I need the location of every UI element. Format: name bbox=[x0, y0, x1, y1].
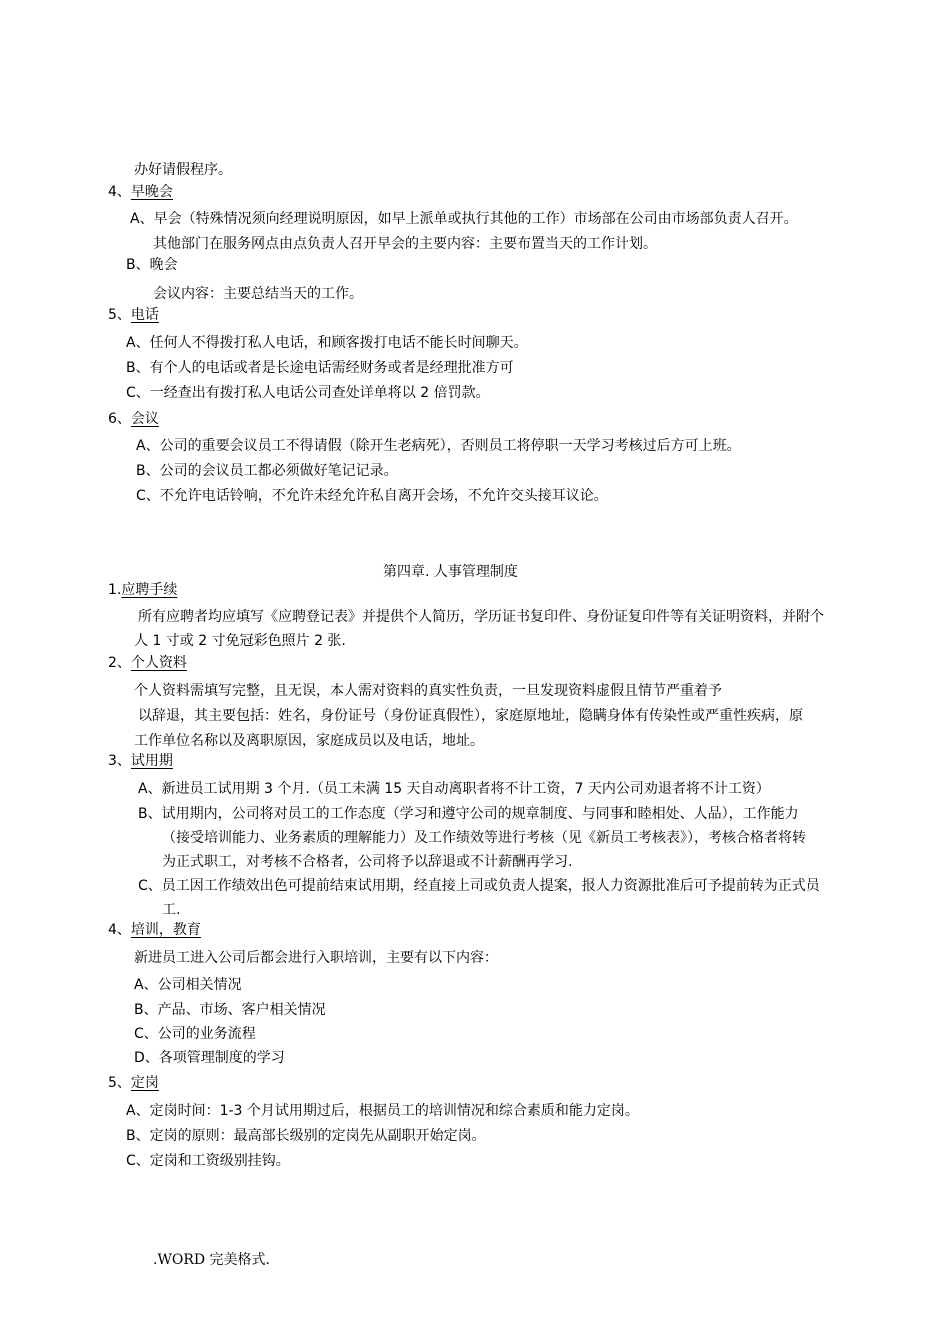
hr4-heading bbox=[108, 921, 201, 939]
hr3-item-b-line1: B、试用期内，公司将对员工的工作态度（学习和遵守公司的规章制度、与同事和睦相处、人品），工作能力 bbox=[138, 806, 799, 822]
hr4-intro: 新进员工进入公司后都会进行入职培训，主要有以下内容： bbox=[134, 950, 498, 966]
hr4-item-b: B、产品、市场、客户相关情况 bbox=[134, 1002, 326, 1018]
section6-number: 6、 bbox=[108, 411, 131, 427]
section4-heading bbox=[108, 183, 173, 201]
hr4-item-c: C、公司的业务流程 bbox=[134, 1026, 256, 1042]
hr3-item-a: A、新进员工试用期 3 个月.（员工未满 15 天自动离职者将不计工资，7 天内公司劝退者将不计工资） bbox=[138, 781, 770, 797]
hr2-line3: 工作单位名称以及离职原因，家庭成员以及电话，地址。 bbox=[134, 733, 484, 749]
section6-heading bbox=[108, 410, 159, 428]
hr1-line1: 所有应聘者均应填写《应聘登记表》并提供个人简历，学历证书复印件、身份证复印件等有关证明资料，并附个 bbox=[138, 609, 824, 625]
section4-item-a-cont: 其他部门在服务网点由点负责人召开早会的主要内容：主要布置当天的工作计划。 bbox=[153, 236, 657, 252]
hr3-heading bbox=[108, 752, 173, 770]
hr5-item-c: C、定岗和工资级别挂钩。 bbox=[126, 1153, 290, 1169]
hr3-item-b-line2: （接受培训能力、业务素质的理解能力）及工作绩效等进行考核（见《新员工考核表》），考核合格者将转 bbox=[162, 830, 806, 846]
hr4-item-a: A、公司相关情况 bbox=[134, 977, 242, 993]
page-footer: .WORD 完美格式. bbox=[153, 1252, 270, 1268]
hr3-item-b-line3: 为正式职工，对考核不合格者，公司将予以辞退或不计薪酬再学习. bbox=[162, 854, 573, 870]
hr4-title: 培训，教育 bbox=[130, 922, 201, 938]
section5-item-a: A、任何人不得拨打私人电话，和顾客拨打电话不能长时间聊天。 bbox=[126, 335, 528, 351]
section6-item-a: A、公司的重要会议员工不得请假（除开生老病死），否则员工将停职一天学习考核过后方可上班。 bbox=[136, 438, 741, 454]
section4-title: 早晚会 bbox=[130, 184, 173, 200]
section4-item-b: B、晚会 bbox=[126, 257, 178, 273]
hr1-heading bbox=[108, 581, 177, 599]
hr2-heading bbox=[108, 654, 187, 672]
hr2-line1: 个人资料需填写完整，且无误，本人需对资料的真实性负责，一旦发现资料虚假且情节严重着予 bbox=[134, 683, 722, 699]
section5-item-b: B、有个人的电话或者是长途电话需经财务或者是经理批准方可 bbox=[126, 360, 514, 376]
hr5-heading bbox=[108, 1074, 159, 1092]
hr5-item-a: A、定岗时间：1-3 个月试用期过后，根据员工的培训情况和综合素质和能力定岗。 bbox=[126, 1103, 639, 1119]
section4-number: 4、 bbox=[108, 184, 131, 200]
section3-continuation: 办好请假程序。 bbox=[134, 162, 232, 178]
hr2-title: 个人资料 bbox=[130, 655, 187, 671]
section4-item-b-cont: 会议内容：主要总结当天的工作。 bbox=[153, 286, 363, 302]
section5-number: 5、 bbox=[108, 307, 131, 323]
section6-item-c: C、不允许电话铃响，不允许未经允许私自离开会场，不允许交头接耳议论。 bbox=[136, 488, 608, 504]
hr4-number: 4、 bbox=[108, 922, 131, 938]
hr4-item-d: D、各项管理制度的学习 bbox=[134, 1050, 285, 1066]
hr5-number: 5、 bbox=[108, 1075, 131, 1091]
hr2-number: 2、 bbox=[108, 655, 131, 671]
hr1-line2: 人 1 寸或 2 寸免冠彩色照片 2 张. bbox=[134, 633, 346, 649]
section5-heading bbox=[108, 306, 159, 324]
section5-item-c: C、一经查出有拨打私人电话公司查处详单将以 2 倍罚款。 bbox=[126, 385, 490, 401]
hr3-item-c-line2: 工. bbox=[162, 902, 181, 918]
hr5-item-b: B、定岗的原则：最高部长级别的定岗先从副职开始定岗。 bbox=[126, 1128, 486, 1144]
hr2-line2: 以辞退，其主要包括：姓名，身份证号（身份证真假性），家庭原地址，隐瞒身体有传染性或严重性疾病，原 bbox=[138, 708, 803, 724]
section6-item-b: B、公司的会议员工都必须做好笔记记录。 bbox=[136, 463, 398, 479]
hr1-title: 应聘手续 bbox=[121, 582, 178, 598]
hr3-number: 3、 bbox=[108, 753, 131, 769]
hr3-title: 试用期 bbox=[130, 753, 173, 769]
section4-item-a: A、早会（特殊情况须向经理说明原因，如早上派单或执行其他的工作）市场部在公司由市场部负责人召开。 bbox=[130, 211, 798, 227]
hr5-title: 定岗 bbox=[130, 1075, 159, 1091]
hr1-number: 1. bbox=[108, 582, 122, 598]
chapter-title: 第四章. 人事管理制度 bbox=[383, 564, 518, 580]
section5-title: 电话 bbox=[130, 307, 159, 323]
hr3-item-c-line1: C、员工因工作绩效出色可提前结束试用期，经直接上司或负责人提案，报人力资源批准后可予提前转为正式员 bbox=[138, 878, 820, 894]
section6-title: 会议 bbox=[130, 411, 159, 427]
